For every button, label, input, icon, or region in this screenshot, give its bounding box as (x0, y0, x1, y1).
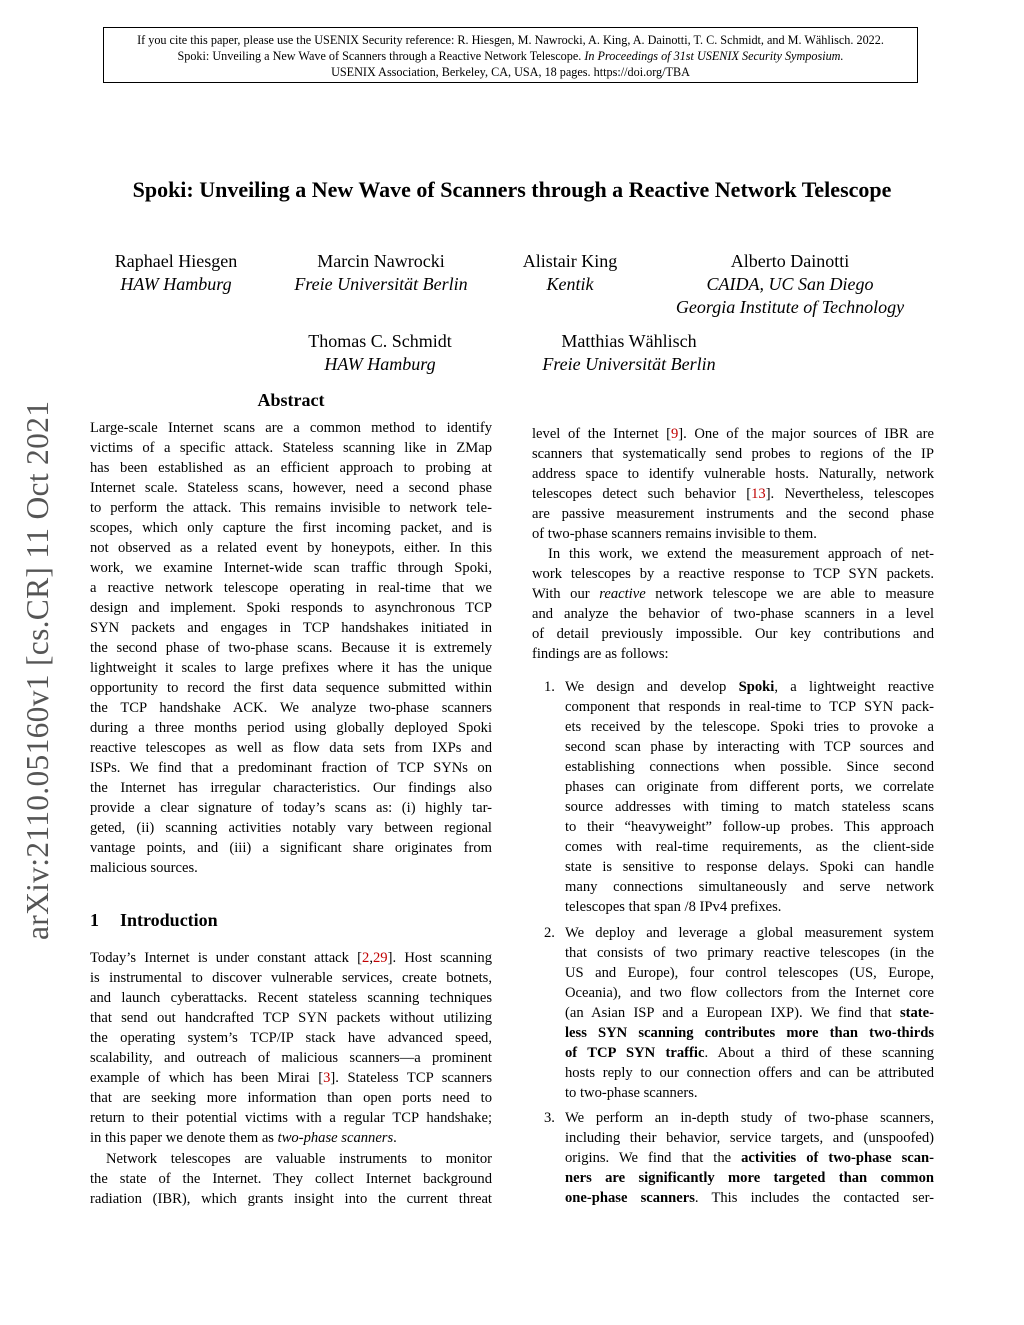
abstract-line: vantage points, and (iii) a significant share originates from (90, 840, 492, 856)
list-number: 2. (544, 925, 555, 941)
abstract-line: victims of a specific attack. Stateless scanning like in ZMap (90, 440, 492, 456)
text-line: telescopes detect such behavior [13]. Nevertheless, telescopes (532, 486, 934, 502)
text-line: We perform an in-depth study of two-phase scanners, (565, 1110, 934, 1126)
text-line: findings are as follows: (532, 646, 669, 662)
text-line: level of the Internet [9]. One of the major sources of IBR are (532, 426, 934, 442)
abstract-line: work, we examine Internet-wide scan traffic through Spoki, (90, 560, 492, 576)
text-line: origins. We find that the activities of two-phase scan- (565, 1150, 934, 1166)
text-line: the operating system’s TCP/IP stack have advanced speed, (90, 1030, 492, 1046)
list-item (565, 677, 934, 917)
text-line: many connections simultaneously and serve network (565, 879, 934, 895)
citation-link[interactable]: 29 (372, 950, 388, 966)
author-affiliation: Freie Universität Berlin (542, 354, 716, 374)
text-line: In this work, we extend the measurement approach of net- (548, 546, 934, 562)
text-line: With our reactive network telescope we are able to measure (532, 586, 934, 602)
author-block (520, 330, 738, 376)
text-line: that send out handcrafted TCP SYN packets without utilizing (90, 1010, 492, 1026)
abstract-line: geted, (ii) scanning activities notably vary between regional (90, 820, 492, 836)
author-block (500, 250, 640, 296)
text-line: Today’s Internet is under constant attack [2,29]. Host scanning (90, 950, 492, 966)
right-paragraph-1 (532, 424, 934, 544)
text-line: to their “heavyweight” follow-up probes. This approach (565, 819, 934, 835)
text-line: that are seeking more information than open ports need to (90, 1090, 492, 1106)
citation-link[interactable]: 9 (670, 426, 679, 442)
abstract-line: the TCP handshake ACK. We analyze two-phase scanners (90, 700, 492, 716)
text-line: (an Asian ISP and a European IXP). We find that state- (565, 1005, 934, 1021)
author-affiliation: CAIDA, UC San Diego (706, 274, 874, 294)
intro-paragraph-2 (90, 1149, 492, 1209)
abstract-line: SYN packets and engages in TCP handshakes initiated in (90, 620, 492, 636)
author-name: Matthias Wählisch (561, 331, 697, 351)
text-line: We design and develop Spoki, a lightweight reactive (565, 679, 935, 695)
citation-line-2: Spoki: Unveiling a New Wave of Scanners through a Reactive Network Telescope. In Proceedings of 31st USENIX Security Symposium. (177, 49, 844, 63)
text-line: example of which has been Mirai [3]. Stateless TCP scanners (90, 1070, 492, 1086)
list-number: 3. (544, 1110, 555, 1126)
author-block (650, 250, 930, 319)
text-line: of detail previously impossible. Our key contributions and (532, 626, 934, 642)
text-line: and analyze the behavior of two-phase scanners in a level (532, 606, 934, 622)
abstract-line: opportunity to record the first data sequence submitted within (90, 680, 492, 696)
text-line: less SYN scanning contributes more than two-thirds (565, 1025, 934, 1041)
text-line: phases can originate from different ports, we correlate (565, 779, 934, 795)
citation-box (103, 27, 918, 83)
text-line: ets received by the telescope. Spoki tries to provoke a (565, 719, 934, 735)
text-line: second scan phase by interacting with TCP sources and (565, 739, 934, 755)
text-line: ners are significantly more targeted than common (565, 1170, 934, 1186)
abstract-line: scopes, which only capture the first incoming packet, and is (90, 520, 492, 536)
text-line: and launch cyberattacks. Recent stateless scanning techniques (90, 990, 492, 1006)
text-line: We deploy and leverage a global measurement system (565, 925, 934, 941)
text-line: component that responds in real-time to TCP SYN pack- (565, 699, 934, 715)
text-line: comes with real-time requirements, as the client-side (565, 839, 934, 855)
abstract-line: a reactive network telescope operating in real-time that we (90, 580, 492, 596)
author-block (96, 250, 256, 296)
abstract-line: ISPs. We find that a predominant fraction of TCP SYNs on (90, 760, 492, 776)
text-line: work telescopes by a reactive response to TCP SYN packets. (532, 566, 934, 582)
abstract-line: the second phase of two-phase scans. Because it is extremely (90, 640, 492, 656)
text-line: in this paper we denote them as two-phase scanners. (90, 1130, 397, 1146)
text-line: return to their potential victims with a regular TCP handshake; (90, 1110, 492, 1126)
author-affiliation: Kentik (546, 274, 594, 294)
author-block (276, 250, 486, 296)
text-line: establishing connections when possible. Since second (565, 759, 934, 775)
abstract-line: malicious sources. (90, 860, 198, 876)
author-affiliation-secondary: Georgia Institute of Technology (675, 297, 905, 317)
author-affiliation: HAW Hamburg (324, 354, 436, 374)
text-line: source addresses with timing to match stateless scans (565, 799, 934, 815)
author-affiliation: HAW Hamburg (120, 274, 232, 294)
abstract-line: during a three months period using globally deployed Spoki (90, 720, 492, 736)
citation-line-1: If you cite this paper, please use the USENIX Security reference: R. Hiesgen, M. Nawrocki, A. King, A. Dainotti, T. C. Schmidt, and M. Wählisch. 2022. (137, 33, 884, 47)
author-affiliation: Freie Universität Berlin (294, 274, 468, 294)
text-line: including their behavior, service targets, and (unspoofed) (565, 1130, 934, 1146)
abstract-line: lightweight it scales to large prefixes where it has the unique (90, 660, 492, 676)
paper-title: Spoki: Unveiling a New Wave of Scanners through a Reactive Network Telescope (132, 177, 892, 202)
author-block (290, 330, 470, 376)
section-number: 1 (90, 910, 99, 930)
abstract-line: has been established as an efficient approach to probing at (90, 460, 492, 476)
arxiv-identifier: arXiv:2110.05160v1 [cs.CR] 11 Oct 2021 (20, 400, 55, 940)
section-title: Introduction (120, 910, 218, 930)
abstract-line: provide a clear signature of today’s scans as: (i) highly tar- (90, 800, 492, 816)
text-line: the state of the Internet. They collect Internet background (90, 1171, 492, 1187)
list-item (565, 923, 934, 1103)
text-line: scanners that systematically send probes to regions of the IP (532, 446, 934, 462)
text-line: hosts reply to our connection offers and can be attributed (565, 1065, 934, 1081)
author-name: Thomas C. Schmidt (308, 331, 452, 351)
abstract-line: Large-scale Internet scans are a common method to identify (90, 420, 492, 436)
abstract-line: not observed as a related event by honeypots, either. In this (90, 540, 492, 556)
text-line: address space to identify vulnerable hosts. Naturally, network (532, 466, 934, 482)
citation-link[interactable]: 2 (362, 950, 370, 966)
citation-link[interactable]: 13 (751, 486, 766, 502)
text-line: US and Europe), four control telescopes (US, Europe, (565, 965, 934, 981)
abstract-heading: Abstract (257, 390, 325, 410)
right-paragraph-2 (532, 544, 934, 664)
citation-line-3: USENIX Association, Berkeley, CA, USA, 18 pages. https://doi.org/TBA (331, 65, 690, 79)
text-line: one-phase scanners. This includes the contacted ser- (565, 1190, 935, 1206)
author-name: Alberto Dainotti (730, 251, 850, 271)
list-item (565, 1108, 934, 1208)
citation-link[interactable]: 3 (323, 1070, 331, 1086)
abstract-line: to perform the attack. This remains invisible to network tele- (90, 500, 492, 516)
abstract-line: design and implement. Spoki responds to asynchronous TCP (90, 600, 492, 616)
text-line: telescopes that span /8 IPv4 prefixes. (565, 899, 782, 915)
text-line: Oceania), and two flow collectors from the Internet core (565, 985, 934, 1001)
abstract-line: the Internet has irregular characteristics. Our findings also (90, 780, 492, 796)
abstract-line: Internet scale. Stateless scans, however, need a second phase (90, 480, 492, 496)
text-line: of TCP SYN traffic. About a third of these scanning (565, 1045, 934, 1061)
section-heading-introduction (90, 908, 218, 932)
abstract-body (90, 418, 492, 878)
text-line: that consists of two primary reactive telescopes (in the (565, 945, 934, 961)
text-line: state is sensitive to response delays. Spoki can handle (565, 859, 934, 875)
text-line: are passive measurement instruments and the second phase (532, 506, 934, 522)
author-name: Raphael Hiesgen (114, 251, 238, 271)
text-line: scalability, and outreach of malicious scanners—a prominent (90, 1050, 492, 1066)
text-line: of two-phase scanners remains invisible to them. (532, 526, 817, 542)
text-line: radiation (IBR), which grants insight into the current threat (90, 1191, 492, 1207)
text-line: is instrumental to discover vulnerable services, create botnets, (90, 970, 492, 986)
author-name: Alistair King (522, 251, 618, 271)
list-number: 1. (544, 679, 555, 695)
intro-paragraph-1 (90, 948, 492, 1148)
text-line: to two-phase scanners. (565, 1085, 698, 1101)
abstract-line: reactive telescopes as well as flow data sets from IXPs and (90, 740, 492, 756)
author-name: Marcin Nawrocki (317, 251, 445, 271)
text-line: Network telescopes are valuable instruments to monitor (106, 1151, 492, 1167)
